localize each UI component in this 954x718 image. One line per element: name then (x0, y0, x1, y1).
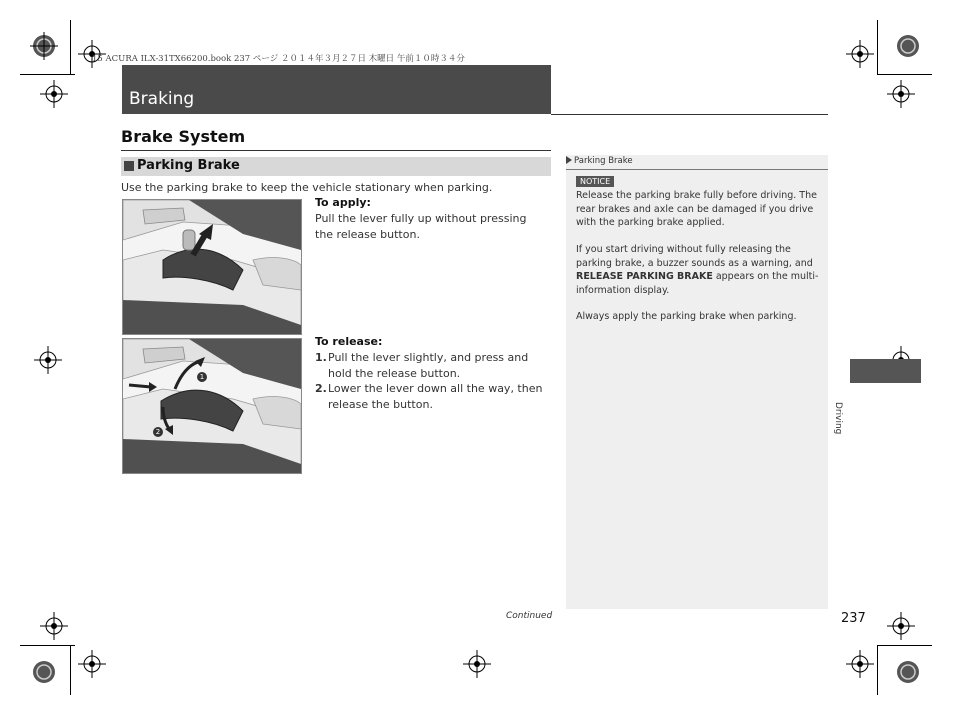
sidebar-heading-text: Parking Brake (574, 156, 633, 166)
sidebar-heading (566, 156, 633, 166)
chapter-side-tab (850, 359, 921, 383)
section-title: Brake System (121, 127, 246, 146)
subsection-square-icon (124, 161, 134, 171)
release-step-2 (315, 381, 543, 412)
intro-text: Use the parking brake to keep the vehicle stationary when parking. (121, 181, 493, 194)
release-step-1 (315, 350, 543, 381)
chapter-title: Braking (129, 89, 195, 109)
step-text: Lower the lever down all the way, then release the button. (328, 382, 543, 411)
registration-mark-bottom-left-outer (30, 658, 58, 686)
subsection-title: Parking Brake (137, 158, 240, 173)
side-tab-label: Driving (833, 402, 843, 435)
sidebar-rule (566, 169, 828, 170)
registration-mark-top-right-2 (887, 80, 915, 108)
crop-line (877, 20, 878, 75)
print-header: 15 ACURA ILX-31TX66200.book 237 ページ ２０１４年３月２７日 木曜日 午前１０時３４分 (92, 54, 465, 64)
registration-mark-bottom-right-2 (846, 650, 874, 678)
callout-badge-2: 2 (153, 427, 163, 437)
crop-line (20, 645, 75, 646)
crop-line (877, 645, 878, 695)
release-parking-brake-message: RELEASE PARKING BRAKE (576, 271, 713, 282)
registration-mark-bottom-right (887, 612, 915, 640)
registration-mark-top-left-2 (40, 80, 68, 108)
registration-mark-top-left-outer (30, 32, 58, 60)
apply-heading: To apply: (315, 196, 371, 209)
notice-text: Release the parking brake fully before driving. The rear brakes and axle can be damaged if you drive with the parking brake applied. (576, 190, 817, 228)
crop-line (70, 20, 71, 75)
sidebar-paragraph-2 (576, 243, 821, 297)
header-rule (551, 114, 828, 115)
sidebar-paragraph-2-tail: appears on the multi-information display. (576, 271, 819, 296)
section-rule (121, 150, 551, 151)
registration-mark-left-middle (34, 346, 62, 374)
registration-mark-bottom-center (463, 650, 491, 678)
release-heading: To release: (315, 335, 383, 348)
notice-badge: NOTICE (576, 176, 614, 187)
sidebar-paragraph-3: Always apply the parking brake when parking. (576, 311, 797, 322)
reference-arrow-icon (566, 156, 572, 164)
apply-text: Pull the lever fully up without pressing the release button. (315, 212, 527, 241)
crop-line (20, 74, 75, 75)
step-number: 1. (315, 351, 327, 364)
callout-badge-1: 1 (197, 372, 207, 382)
parking-brake-release-illustration (122, 338, 302, 474)
registration-mark-top-right (846, 40, 874, 68)
crop-line (70, 645, 71, 695)
crop-line (877, 645, 932, 646)
registration-mark-bottom-left (40, 612, 68, 640)
registration-mark-bottom-right-outer (894, 658, 922, 686)
continued-label: Continued (506, 611, 553, 621)
registration-mark-top-right-outer (894, 32, 922, 60)
parking-brake-apply-illustration (122, 199, 302, 335)
step-number: 2. (315, 382, 327, 395)
registration-mark-bottom-left-2 (78, 650, 106, 678)
step-text: Pull the lever slightly, and press and hold the release button. (328, 351, 529, 380)
page-number: 237 (841, 611, 866, 626)
sidebar-paragraph-2-text: If you start driving without fully releasing the parking brake, a buzzer sounds as a warning, and (576, 244, 813, 269)
crop-line (877, 74, 932, 75)
